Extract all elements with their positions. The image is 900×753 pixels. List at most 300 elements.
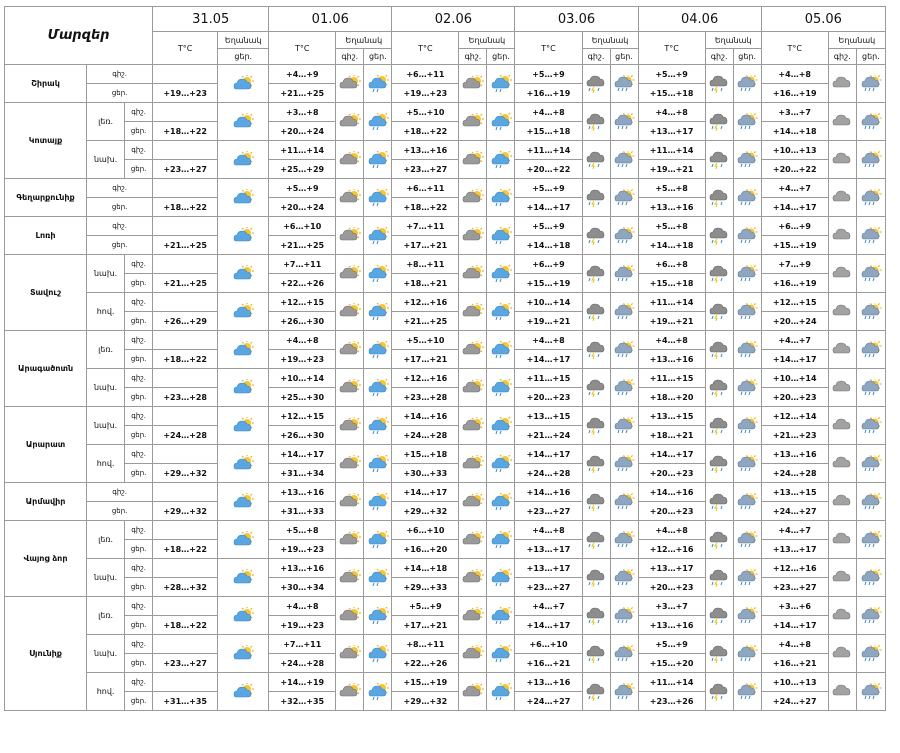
temp-cell bbox=[638, 103, 705, 122]
temp-cell bbox=[392, 217, 459, 236]
temp-value: +19…+21 bbox=[649, 316, 694, 326]
subregion-label: նախ. bbox=[93, 269, 118, 278]
temp-cell bbox=[761, 521, 828, 540]
thunderstorm-icon bbox=[583, 645, 610, 663]
time-of-day-label: գիշ. bbox=[131, 450, 146, 458]
sun-rain-icon bbox=[364, 227, 391, 245]
temp-value: +6…+11 bbox=[406, 69, 445, 79]
weather-night-cell bbox=[828, 369, 856, 407]
time-of-day-label: գիշ. bbox=[131, 298, 146, 306]
rain-cloud-icon bbox=[734, 493, 761, 511]
time-of-day bbox=[87, 483, 153, 502]
temp-cell bbox=[638, 312, 705, 331]
temp-cell bbox=[761, 293, 828, 312]
table-row bbox=[5, 673, 886, 692]
temp-cell bbox=[153, 122, 218, 141]
temp-cell bbox=[153, 597, 218, 616]
temp-cell bbox=[392, 312, 459, 331]
temp-cell bbox=[153, 255, 218, 274]
temp-value: +15…+18 bbox=[526, 126, 571, 136]
temp-cell bbox=[638, 217, 705, 236]
weather-night-cell bbox=[828, 331, 856, 369]
weather-night-cell bbox=[582, 369, 610, 407]
temp-cell bbox=[392, 255, 459, 274]
temp-cell bbox=[515, 122, 582, 141]
region-name bbox=[5, 407, 87, 483]
weather-night-cell bbox=[828, 217, 856, 255]
weather-day-cell bbox=[487, 483, 515, 521]
temp-value: +16…+21 bbox=[772, 658, 817, 668]
temp-cell bbox=[638, 350, 705, 369]
temp-value: +13…+16 bbox=[649, 354, 694, 364]
temp-value: +3…+7 bbox=[778, 107, 811, 117]
weather-night-cell bbox=[705, 369, 733, 407]
partly-cloudy-icon bbox=[218, 227, 268, 245]
weather-night-cell bbox=[582, 179, 610, 217]
subregion-name bbox=[87, 559, 125, 597]
temp-cell bbox=[515, 141, 582, 160]
temp-value: +5…+8 bbox=[655, 221, 688, 231]
date-label: 31.05 bbox=[192, 11, 230, 27]
thunderstorm-icon bbox=[583, 75, 610, 93]
weather-night-cell bbox=[459, 65, 487, 103]
region-name-label: Գեղարքունիք bbox=[16, 193, 75, 202]
temp-value: +4…+8 bbox=[532, 335, 565, 345]
thunderstorm-icon bbox=[583, 607, 610, 625]
temp-cell bbox=[638, 635, 705, 654]
temp-cell bbox=[153, 312, 218, 331]
temp-cell bbox=[269, 141, 336, 160]
temp-value: +11…+15 bbox=[526, 373, 571, 383]
temp-column-label: T°C bbox=[295, 43, 310, 53]
subregion-name bbox=[87, 331, 125, 369]
rain-cloud-icon bbox=[611, 75, 638, 93]
time-of-day bbox=[87, 198, 153, 217]
weather-day-cell bbox=[487, 369, 515, 407]
cloudy-sun-icon bbox=[459, 379, 486, 397]
time-of-day-label: գիշ. bbox=[131, 108, 146, 116]
weather-day-cell bbox=[610, 141, 638, 179]
cloudy-sun-icon bbox=[336, 493, 363, 511]
weather-day-cell bbox=[610, 673, 638, 711]
region-name-label: Տավուշ bbox=[30, 288, 62, 297]
region-name bbox=[5, 483, 87, 521]
table-row bbox=[5, 597, 886, 616]
cloudy-sun-icon bbox=[459, 303, 486, 321]
temp-value: +5…+8 bbox=[655, 183, 688, 193]
cloudy-icon bbox=[829, 227, 856, 245]
temp-cell bbox=[392, 350, 459, 369]
temp-value: +10…+14 bbox=[280, 373, 325, 383]
weather-day-cell bbox=[733, 369, 761, 407]
temp-cell bbox=[638, 179, 705, 198]
weather-day-cell bbox=[610, 521, 638, 559]
temp-cell bbox=[269, 540, 336, 559]
temp-value: +16…+21 bbox=[526, 658, 571, 668]
rain-cloud-icon bbox=[857, 265, 885, 283]
weather-night-cell bbox=[336, 103, 364, 141]
weather-night-cell bbox=[582, 65, 610, 103]
temp-value: +19…+23 bbox=[280, 544, 325, 554]
region-name-label: Կոտայք bbox=[28, 136, 63, 145]
thunderstorm-icon bbox=[583, 531, 610, 549]
temp-cell bbox=[761, 445, 828, 464]
temp-cell bbox=[153, 103, 218, 122]
table-row bbox=[5, 559, 886, 578]
thunderstorm-icon bbox=[583, 303, 610, 321]
temp-cell bbox=[392, 274, 459, 293]
temp-value: +4…+8 bbox=[778, 69, 811, 79]
subregion-label: նախ. bbox=[93, 421, 118, 430]
temp-cell bbox=[761, 578, 828, 597]
weather-day-cell bbox=[487, 141, 515, 179]
cloudy-sun-icon bbox=[459, 189, 486, 207]
temp-value: +4…+7 bbox=[532, 601, 565, 611]
temp-value: +20…+24 bbox=[772, 316, 817, 326]
weather-column-label: Եղանակ bbox=[838, 35, 876, 45]
weather-day-cell bbox=[733, 255, 761, 293]
weather-day-cell bbox=[487, 331, 515, 369]
temp-column-header bbox=[515, 32, 582, 65]
temp-cell bbox=[392, 426, 459, 445]
temp-cell bbox=[515, 198, 582, 217]
table-row bbox=[5, 369, 886, 388]
temp-value: +14…+17 bbox=[772, 354, 817, 364]
time-of-day-label: գիշ. bbox=[112, 184, 127, 192]
weather-day-cell bbox=[364, 179, 392, 217]
table-row bbox=[5, 141, 886, 160]
time-of-day-label: ցեր. bbox=[130, 127, 147, 135]
temp-cell bbox=[515, 692, 582, 711]
time-of-day bbox=[125, 122, 153, 141]
temp-cell bbox=[153, 350, 218, 369]
thunderstorm-icon bbox=[706, 683, 733, 701]
temp-cell bbox=[515, 578, 582, 597]
temp-cell bbox=[638, 65, 705, 84]
subregion-name bbox=[87, 369, 125, 407]
sun-rain-icon bbox=[487, 455, 514, 473]
temp-value: +20…+23 bbox=[772, 392, 817, 402]
weather-night-cell bbox=[582, 141, 610, 179]
time-of-day bbox=[125, 407, 153, 426]
weather-cell bbox=[218, 597, 269, 635]
sun-rain-icon bbox=[487, 607, 514, 625]
rain-cloud-icon bbox=[734, 227, 761, 245]
temp-value: +11…+14 bbox=[649, 145, 694, 155]
weather-day-cell bbox=[856, 369, 885, 407]
subregion-name bbox=[87, 445, 125, 483]
rain-cloud-icon bbox=[857, 493, 885, 511]
weather-day-cell bbox=[733, 331, 761, 369]
time-of-day bbox=[87, 502, 153, 521]
thunderstorm-icon bbox=[583, 379, 610, 397]
temp-cell bbox=[153, 407, 218, 426]
temp-value: +14…+19 bbox=[280, 677, 325, 687]
sun-rain-icon bbox=[364, 417, 391, 435]
weather-night-cell bbox=[336, 635, 364, 673]
region-name bbox=[5, 255, 87, 331]
sun-rain-icon bbox=[364, 75, 391, 93]
time-of-day bbox=[125, 350, 153, 369]
thunderstorm-icon bbox=[706, 531, 733, 549]
rain-cloud-icon bbox=[857, 113, 885, 131]
weather-day-cell bbox=[856, 65, 885, 103]
weather-night-cell bbox=[459, 521, 487, 559]
time-of-day bbox=[125, 160, 153, 179]
temp-value: +15…+19 bbox=[772, 240, 817, 250]
sun-rain-icon bbox=[364, 341, 391, 359]
temp-cell bbox=[761, 426, 828, 445]
weather-day-cell bbox=[856, 331, 885, 369]
table-row bbox=[5, 407, 886, 426]
rain-cloud-icon bbox=[734, 455, 761, 473]
temp-value: +11…+14 bbox=[649, 297, 694, 307]
temp-value: +5…+9 bbox=[655, 69, 688, 79]
weather-night-cell bbox=[705, 217, 733, 255]
time-of-day bbox=[125, 635, 153, 654]
sun-rain-icon bbox=[364, 645, 391, 663]
forecast-table-wrapper bbox=[4, 6, 886, 711]
time-of-day-label: ցեր. bbox=[111, 507, 128, 515]
temp-cell bbox=[638, 255, 705, 274]
rain-cloud-icon bbox=[611, 607, 638, 625]
sun-rain-icon bbox=[364, 113, 391, 131]
temp-cell bbox=[392, 236, 459, 255]
temp-cell bbox=[761, 692, 828, 711]
temp-cell bbox=[153, 331, 218, 350]
day-column-label: ցեր. bbox=[862, 52, 880, 61]
temp-value: +13…+16 bbox=[280, 563, 325, 573]
temp-value: +26…+30 bbox=[280, 316, 325, 326]
rain-cloud-icon bbox=[857, 683, 885, 701]
temp-value: +16…+20 bbox=[403, 544, 448, 554]
temp-cell bbox=[515, 369, 582, 388]
cloudy-icon bbox=[829, 189, 856, 207]
time-of-day bbox=[87, 65, 153, 84]
weather-night-cell bbox=[336, 445, 364, 483]
weather-column-label: Եղանակ bbox=[468, 35, 506, 45]
temp-cell bbox=[269, 236, 336, 255]
temp-cell bbox=[269, 692, 336, 711]
subregion-name bbox=[87, 597, 125, 635]
rain-cloud-icon bbox=[857, 189, 885, 207]
temp-value: +6…+10 bbox=[529, 639, 568, 649]
temp-value: +14…+18 bbox=[526, 240, 571, 250]
cloudy-sun-icon bbox=[336, 569, 363, 587]
weather-day-cell bbox=[487, 217, 515, 255]
temp-value: +20…+22 bbox=[772, 164, 817, 174]
temp-cell bbox=[761, 312, 828, 331]
weather-cell bbox=[218, 293, 269, 331]
temp-cell bbox=[515, 407, 582, 426]
cloudy-icon bbox=[829, 265, 856, 283]
partly-cloudy-icon bbox=[218, 113, 268, 131]
time-of-day-label: ցեր. bbox=[130, 165, 147, 173]
partly-cloudy-icon bbox=[218, 683, 268, 701]
temp-value: +8…+11 bbox=[406, 259, 445, 269]
weather-night-cell bbox=[459, 103, 487, 141]
weather-day-cell bbox=[487, 65, 515, 103]
rain-cloud-icon bbox=[611, 113, 638, 131]
sun-rain-icon bbox=[487, 189, 514, 207]
weather-night-cell bbox=[459, 331, 487, 369]
rain-cloud-icon bbox=[611, 645, 638, 663]
weather-column-header bbox=[582, 32, 638, 49]
subregion-name bbox=[87, 103, 125, 141]
temp-value: +29…+32 bbox=[163, 468, 207, 478]
table-row bbox=[5, 445, 886, 464]
weather-night-cell bbox=[828, 597, 856, 635]
temp-column-label: T°C bbox=[418, 43, 433, 53]
partly-cloudy-icon bbox=[218, 607, 268, 625]
weather-day-cell bbox=[610, 597, 638, 635]
time-of-day bbox=[125, 597, 153, 616]
temp-value: +5…+9 bbox=[655, 639, 688, 649]
time-of-day bbox=[125, 692, 153, 711]
temp-cell bbox=[153, 559, 218, 578]
temp-value: +5…+9 bbox=[532, 221, 565, 231]
temp-value: +6…+9 bbox=[778, 221, 811, 231]
temp-cell bbox=[515, 217, 582, 236]
partly-cloudy-icon bbox=[218, 493, 268, 511]
cloudy-sun-icon bbox=[336, 455, 363, 473]
time-of-day bbox=[125, 464, 153, 483]
weather-column-header bbox=[336, 32, 392, 49]
temp-cell bbox=[269, 483, 336, 502]
temp-cell bbox=[515, 160, 582, 179]
temp-value: +16…+19 bbox=[772, 278, 817, 288]
time-of-day bbox=[125, 331, 153, 350]
temp-cell bbox=[153, 141, 218, 160]
temp-value: +13…+16 bbox=[649, 620, 694, 630]
thunderstorm-icon bbox=[706, 265, 733, 283]
rain-cloud-icon bbox=[734, 265, 761, 283]
weather-night-cell bbox=[459, 483, 487, 521]
rain-cloud-icon bbox=[611, 531, 638, 549]
time-of-day bbox=[125, 521, 153, 540]
temp-value: +14…+17 bbox=[526, 202, 571, 212]
weather-day-cell bbox=[733, 217, 761, 255]
temp-cell bbox=[392, 388, 459, 407]
weather-night-cell bbox=[459, 369, 487, 407]
temp-cell bbox=[269, 426, 336, 445]
temp-cell bbox=[153, 540, 218, 559]
temp-cell bbox=[153, 673, 218, 692]
temp-value: +24…+27 bbox=[772, 696, 817, 706]
temp-value: +12…+15 bbox=[280, 411, 325, 421]
temp-cell bbox=[515, 483, 582, 502]
table-row bbox=[5, 635, 886, 654]
temp-cell bbox=[392, 502, 459, 521]
date-label: 01.06 bbox=[311, 11, 349, 27]
rain-cloud-icon bbox=[857, 227, 885, 245]
rain-cloud-icon bbox=[611, 417, 638, 435]
rain-cloud-icon bbox=[611, 303, 638, 321]
temp-value: +20…+23 bbox=[649, 582, 694, 592]
temp-value: +3…+8 bbox=[285, 107, 319, 117]
temp-cell bbox=[515, 65, 582, 84]
temp-cell bbox=[761, 616, 828, 635]
temp-value: +12…+16 bbox=[772, 563, 817, 573]
weather-day-cell bbox=[733, 65, 761, 103]
temp-value: +7…+11 bbox=[406, 221, 445, 231]
partly-cloudy-icon bbox=[218, 265, 268, 283]
temp-cell bbox=[392, 521, 459, 540]
temp-value: +12…+15 bbox=[280, 297, 325, 307]
date-label: 03.06 bbox=[557, 11, 596, 27]
temp-value: +24…+28 bbox=[403, 430, 448, 440]
temp-cell bbox=[153, 616, 218, 635]
weather-night-cell bbox=[705, 179, 733, 217]
temp-value: +4…+8 bbox=[778, 639, 811, 649]
cloudy-sun-icon bbox=[336, 189, 363, 207]
weather-night-cell bbox=[705, 635, 733, 673]
weather-day-cell bbox=[610, 407, 638, 445]
temp-cell bbox=[392, 692, 459, 711]
day-column-header bbox=[218, 49, 269, 65]
temp-value: +14…+18 bbox=[772, 126, 817, 136]
temp-value: +19…+23 bbox=[163, 88, 207, 98]
weather-cell bbox=[218, 407, 269, 445]
temp-cell bbox=[761, 597, 828, 616]
subregion-label: լեռ. bbox=[98, 117, 114, 126]
time-of-day bbox=[125, 388, 153, 407]
weather-day-cell bbox=[610, 369, 638, 407]
temp-cell bbox=[515, 312, 582, 331]
temp-cell bbox=[515, 616, 582, 635]
temp-value: +24…+28 bbox=[772, 468, 817, 478]
weather-night-cell bbox=[828, 141, 856, 179]
weather-day-cell bbox=[856, 597, 885, 635]
temp-cell bbox=[515, 255, 582, 274]
cloudy-icon bbox=[829, 455, 856, 473]
temp-cell bbox=[269, 312, 336, 331]
weather-cell bbox=[218, 483, 269, 521]
temp-cell bbox=[153, 160, 218, 179]
cloudy-sun-icon bbox=[459, 417, 486, 435]
temp-value: +16…+19 bbox=[526, 88, 571, 98]
cloudy-sun-icon bbox=[336, 227, 363, 245]
partly-cloudy-icon bbox=[218, 569, 268, 587]
weather-night-cell bbox=[705, 597, 733, 635]
day-column-label: ցեր. bbox=[368, 52, 387, 61]
temp-cell bbox=[153, 179, 218, 198]
time-of-day bbox=[125, 616, 153, 635]
time-of-day bbox=[125, 103, 153, 122]
temp-value: +7…+9 bbox=[778, 259, 811, 269]
cloudy-sun-icon bbox=[336, 303, 363, 321]
temp-cell bbox=[153, 502, 218, 521]
cloudy-sun-icon bbox=[459, 227, 486, 245]
partly-cloudy-icon bbox=[218, 417, 268, 435]
weather-night-cell bbox=[582, 445, 610, 483]
temp-cell bbox=[269, 274, 336, 293]
rain-cloud-icon bbox=[611, 227, 638, 245]
weather-column-header bbox=[459, 32, 515, 49]
temp-cell bbox=[269, 407, 336, 426]
temp-cell bbox=[761, 502, 828, 521]
temp-cell bbox=[392, 65, 459, 84]
time-of-day-label: ցեր. bbox=[130, 279, 147, 287]
temp-value: +18…+22 bbox=[163, 544, 207, 554]
temp-value: +13…+17 bbox=[526, 544, 571, 554]
cloudy-sun-icon bbox=[336, 683, 363, 701]
rain-cloud-icon bbox=[857, 607, 885, 625]
temp-cell bbox=[638, 578, 705, 597]
temp-value: +5…+9 bbox=[285, 183, 319, 193]
rain-cloud-icon bbox=[857, 379, 885, 397]
sun-rain-icon bbox=[364, 607, 391, 625]
